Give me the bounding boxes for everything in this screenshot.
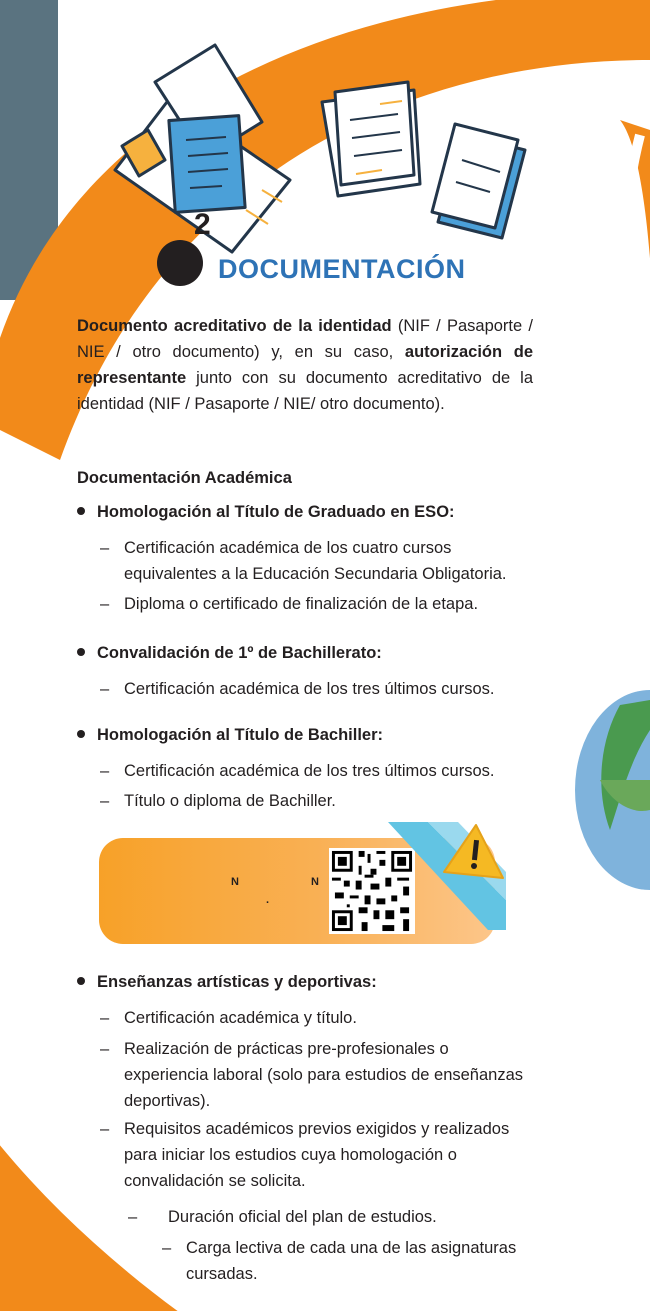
step-number: 2: [194, 208, 211, 241]
list-item-text: Diploma o certificado de finalización de la etapa.: [124, 595, 479, 613]
list-item-text: Realización de prácticas pre-profesionales o experiencia laboral (solo para estudios de enseñanzas deportivas).: [124, 1040, 524, 1110]
list-item: [100, 758, 544, 784]
bullet-bach1-title: Convalidación de 1º de Bachillerato:: [97, 644, 382, 662]
dash-icon: –: [100, 1009, 110, 1027]
notice-dot: .: [266, 894, 270, 906]
intro-text-2: junto con su documento acreditativo de la identidad (NIF / Pasaporte / NIE/ otro documento).: [77, 369, 533, 413]
list-item-text: Requisitos académicos previos exigidos y realizados para iniciar los estudios cuya homologación o convalidación se solicita.: [124, 1120, 510, 1190]
notice-letter-left: N: [231, 876, 239, 888]
list-item: [100, 535, 534, 587]
intro-text-1: (NIF / Pasaporte / NIE / otro documento) y, en su caso,: [77, 317, 533, 361]
dash-icon: –: [162, 1239, 172, 1257]
dash-icon: –: [128, 1208, 138, 1226]
dash-icon: –: [100, 1120, 110, 1138]
bullet-eso: [77, 503, 455, 522]
dash-icon: –: [100, 595, 110, 613]
list-item-text: Certificación académica de los tres últimos cursos.: [124, 680, 495, 698]
list-item: [100, 591, 544, 617]
bullet-icon: [77, 507, 85, 515]
section-heading: DOCUMENTACIÓN: [218, 254, 466, 284]
academic-title: Documentación Académica: [77, 469, 292, 487]
step-marker: [157, 240, 203, 286]
bullet-icon: [77, 977, 85, 985]
list-item: [128, 1204, 518, 1230]
dash-icon: –: [100, 792, 110, 810]
list-item: [100, 1036, 534, 1114]
dash-icon: –: [100, 1040, 110, 1058]
bullet-eso-title: Homologación al Título de Graduado en ESO:: [97, 503, 455, 521]
list-item-text: Carga lectiva de cada una de las asignaturas cursadas.: [186, 1239, 517, 1283]
intro-paragraph: [77, 313, 533, 417]
dash-icon: –: [100, 680, 110, 698]
list-item: [100, 1005, 534, 1031]
bullet-bachiller: [77, 726, 383, 745]
list-item-text: Certificación académica de los cuatro cursos equivalentes a la Educación Secundaria Obligatoria.: [124, 539, 507, 583]
list-item: [100, 788, 544, 814]
list-item-text: Duración oficial del plan de estudios.: [168, 1208, 437, 1226]
list-item-text: Certificación académica de los tres últimos cursos.: [124, 762, 495, 780]
bullet-bachillerato-1: [77, 644, 382, 663]
bullet-icon: [77, 648, 85, 656]
bullet-icon: [77, 730, 85, 738]
list-item: [100, 676, 544, 702]
bullet-artistic: [77, 973, 377, 992]
list-item: [100, 1116, 534, 1194]
intro-bold-identity: Documento acreditativo de la identidad: [77, 317, 392, 335]
notice-letter-right: N: [311, 876, 319, 888]
list-item-text: Certificación académica y título.: [124, 1009, 357, 1027]
intro-bold-authorization: autorización de representante: [77, 343, 533, 387]
dash-icon: –: [100, 539, 110, 557]
bullet-artistic-title: Enseñanzas artísticas y deportivas:: [97, 973, 377, 991]
list-item: [162, 1235, 534, 1287]
bullet-bachiller-title: Homologación al Título de Bachiller:: [97, 726, 384, 744]
list-item-text: Título o diploma de Bachiller.: [124, 792, 336, 810]
warning-icon: [440, 822, 506, 884]
dash-icon: –: [100, 762, 110, 780]
